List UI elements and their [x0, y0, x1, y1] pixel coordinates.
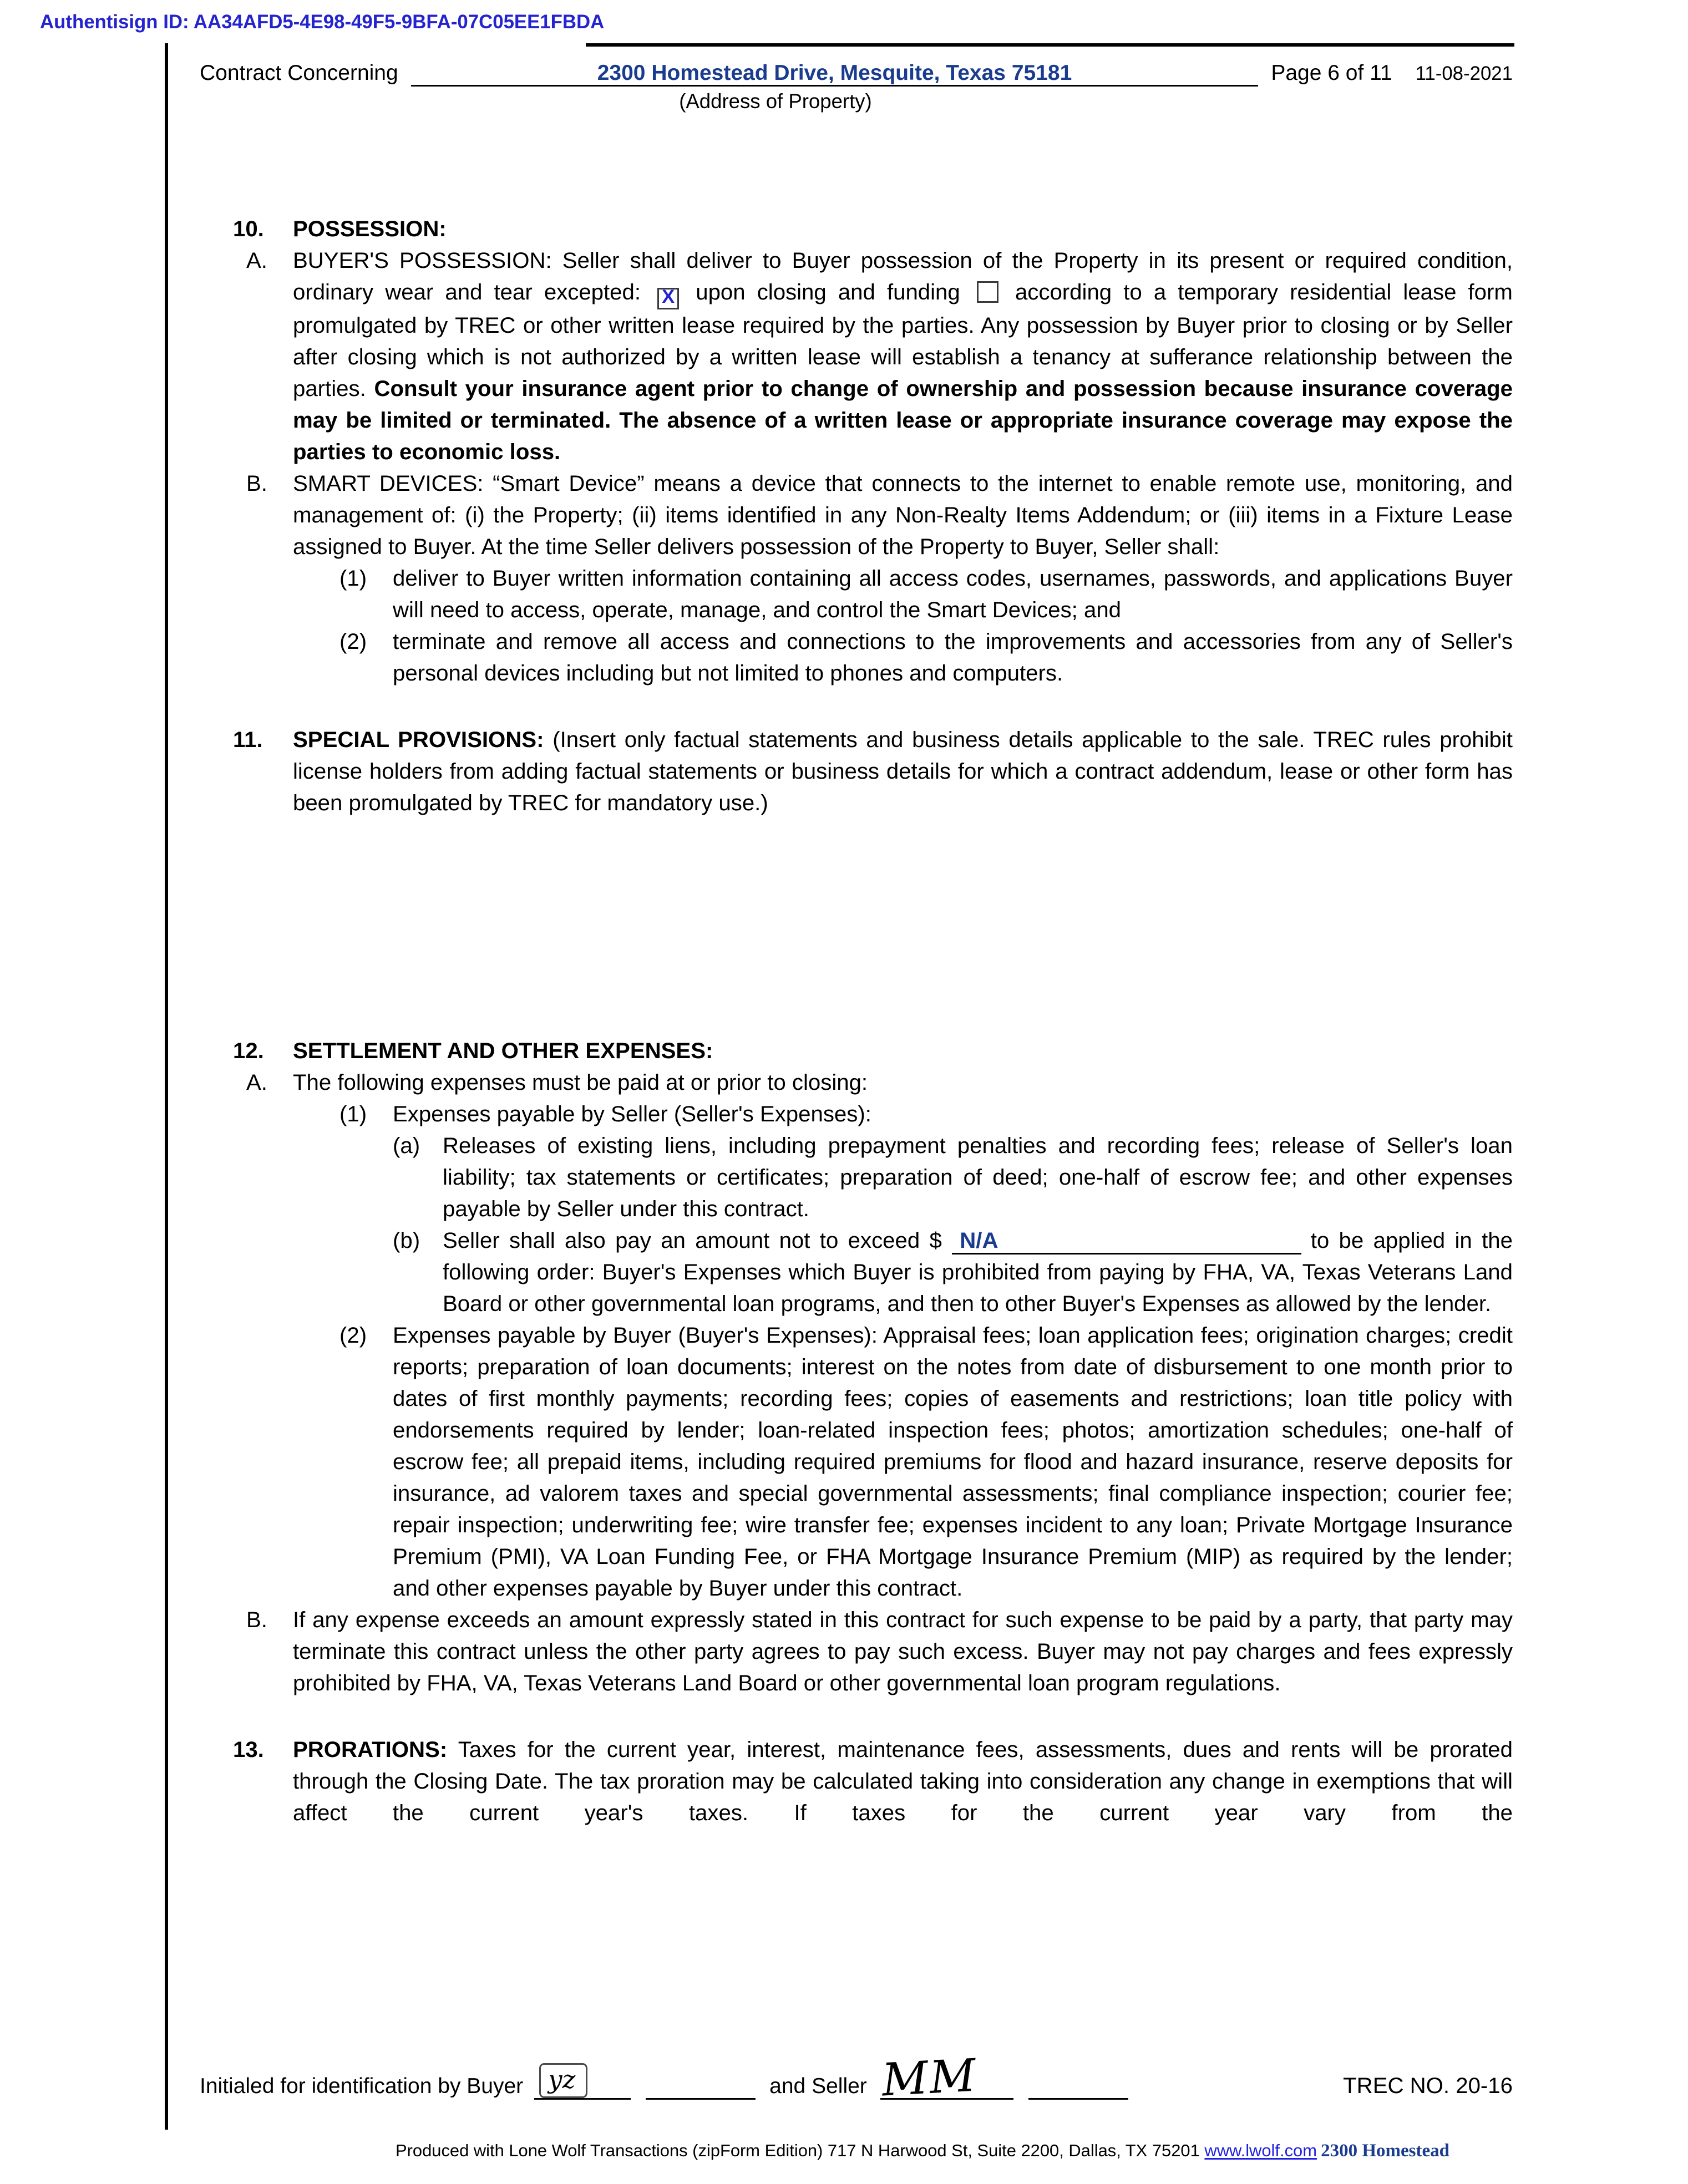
section-10b-item-1-marker: (1) [339, 566, 367, 591]
checkbox-upon-closing-and-funding[interactable]: X [657, 288, 679, 309]
section-13-title: PRORATIONS: [293, 1737, 448, 1762]
section-12a1-marker: (1) [339, 1101, 367, 1126]
section-11-text: (Insert only factual statements and business details applicable to the sale. TREC rules prohibit license holders from adding factual statements or business details for which a contract addendum, lease or other form has been promulgated by TREC for mandatory use.) [293, 727, 1513, 815]
section-10b-text: SMART DEVICES: “Smart Device” means a device that connects to the internet to enable remote use, monitoring, and management of: (i) the Property; (ii) items identified in any Non-Realty Items Addendum; or (iii) items in a Fixture Lease assigned to Buyer. At the time Seller delivers possession of the Property to Buyer, Seller shall: [293, 471, 1513, 559]
lwolf-link[interactable]: www.lwolf.com [1204, 2143, 1317, 2161]
section-12a1a-marker: (a) [393, 1133, 420, 1158]
section-10a-text-1: BUYER'S POSSESSION: Seller shall deliver to Buyer possession of the Property in its present or required condition, ordinary wear and tear excepted: [293, 248, 1513, 304]
and-seller-label: and Seller [769, 2073, 867, 2098]
section-10-heading [200, 213, 1513, 245]
special-provisions-blank-area[interactable] [200, 819, 1513, 1035]
section-11-number: 11. [233, 727, 263, 752]
seller-pay-amount-value: N/A [960, 1228, 998, 1253]
checkbox-temporary-lease[interactable] [977, 281, 998, 303]
buyer-initial-line-2[interactable] [646, 2098, 756, 2100]
section-13-number: 13. [233, 1737, 264, 1762]
section-12b-text: If any expense exceeds an amount expressly stated in this contract for such expense to be paid by a party, that party may terminate this contract unless the other party agrees to pay such excess. Buyer may not pay charges and fees expressly prohibited by FHA, VA, Texas Veterans Land Board or other governmental loan program regulations. [293, 1607, 1513, 1695]
seller-initial-line-2[interactable] [1028, 2098, 1128, 2100]
section-12a1-text: Expenses payable by Seller (Seller's Expenses): [393, 1101, 871, 1126]
header-date: 11-08-2021 [1415, 62, 1513, 84]
initialed-label: Initialed for identification by Buyer [200, 2073, 524, 2098]
section-12a2-text: Expenses payable by Buyer (Buyer's Expenses): Appraisal fees; loan application fees; origination charges; credit reports; preparation of loan documents; interest on the notes from date of disbursement to one month prior to dates of first monthly payments; recording fees; copies of easements and restrictions; loan title policy with endorsements required by lender; loan-related inspection fees; photos; amortization schedules; one-half of escrow fee; all prepaid items, including required premiums for flood and hazard insurance, reserve deposits for insurance, ad valorem taxes and special governmental assessments; final compliance inspection; courier fee; repair inspection; underwriting fee; wire transfer fee; expenses incident to any loan; Private Mortgage Insurance Premium (PMI), VA Loan Funding Fee, or FHA Mortgage Insurance Premium (MIP) as required by the lender; and other expenses payable by Buyer under this contract. [393, 1323, 1513, 1601]
section-12a1b-text-2: to be applied in the following order: Buyer's Expenses which Buyer is prohibited from paying by FHA, VA, Texas Veterans Land Board or other governmental loan programs, and then to other Buyer's Expenses as allowed by the lender. [443, 1228, 1513, 1316]
section-11-title: SPECIAL PROVISIONS: [293, 727, 544, 752]
section-10-number: 10. [233, 216, 264, 241]
section-12a-marker: A. [246, 1070, 267, 1095]
footer-initials [200, 2050, 1513, 2107]
footer-produced [200, 2143, 1513, 2161]
section-12a1b-text-1: Seller shall also pay an amount not to exceed $ [443, 1228, 942, 1253]
section-10b-marker: B. [246, 471, 267, 496]
page-number: Page 6 of 11 [1271, 60, 1392, 85]
buyer-initial-line-1[interactable] [535, 2065, 631, 2100]
section-13-paragraph [200, 1734, 1513, 1829]
section-10b-item-2 [200, 626, 1513, 689]
section-12-heading [200, 1035, 1513, 1066]
section-10-title: POSSESSION: [293, 216, 447, 241]
property-address-field[interactable] [412, 60, 1258, 87]
section-10a-paragraph [200, 245, 1513, 468]
section-12a1-intro [200, 1098, 1513, 1130]
page-border-left [165, 43, 168, 2130]
seller-initial-line-1[interactable] [880, 2050, 1013, 2107]
produced-by-text: Produced with Lone Wolf Transactions (zipForm Edition) 717 N Harwood St, Suite 2200, Dallas, TX 75201 [396, 2143, 1200, 2161]
section-12a1a-paragraph [200, 1130, 1513, 1225]
address-caption: (Address of Property) [679, 90, 872, 113]
document-name: 2300 Homestead [1321, 2141, 1449, 2161]
section-10a-text-2: upon closing and funding [696, 280, 960, 304]
page-header [200, 60, 1513, 113]
section-12a1b-paragraph [200, 1225, 1513, 1319]
trec-form-number: TREC NO. 20-16 [1343, 2073, 1513, 2098]
section-12a1b-marker: (b) [393, 1228, 420, 1253]
section-12-number: 12. [233, 1038, 264, 1063]
property-address-value: 2300 Homestead Drive, Mesquite, Texas 75181 [597, 60, 1072, 85]
buyer-initials-signature[interactable]: yz [540, 2063, 587, 2098]
section-10b-item-2-marker: (2) [339, 629, 367, 654]
page-border-top [586, 43, 1514, 46]
section-12a-text: The following expenses must be paid at or prior to closing: [293, 1070, 868, 1095]
section-12a2-marker: (2) [339, 1323, 367, 1348]
spacer [200, 1699, 1513, 1734]
section-12a-intro [200, 1066, 1513, 1098]
section-10b-item-1 [200, 562, 1513, 626]
section-12-title: SETTLEMENT AND OTHER EXPENSES: [293, 1038, 713, 1063]
section-12a1a-text: Releases of existing liens, including prepayment penalties and recording fees; release of Seller's loan liability; tax statements or certificates; preparation of deed; one-half of escrow fee; and other expenses payable by Seller under this contract. [443, 1133, 1513, 1221]
section-10b-paragraph [200, 468, 1513, 562]
spacer [200, 689, 1513, 724]
section-10a-marker: A. [246, 248, 267, 273]
contract-body [200, 213, 1513, 1829]
section-12b-marker: B. [246, 1607, 267, 1632]
seller-initials-signature[interactable]: MM [880, 2050, 979, 2107]
section-13-text: Taxes for the current year, interest, maintenance fees, assessments, dues and rents will be prorated through the Closing Date. The tax proration may be calculated taking into consideration any change in exemptions that will affect the current year's taxes. If taxes for the current year vary from the [293, 1737, 1513, 1825]
seller-pay-amount-field[interactable] [951, 1230, 1301, 1254]
section-10a-insurance-notice: Consult your insurance agent prior to change of ownership and possession because insurance coverage may be limited or terminated. The absence of a written lease or appropriate insurance coverage may expose the parties to economic loss. [293, 376, 1513, 464]
contract-concerning-label: Contract Concerning [200, 60, 398, 85]
authentisign-id: Authentisign ID: AA34AFD5-4E98-49F5-9BFA-07C05EE1FBDA [40, 12, 605, 33]
section-12a2-paragraph [200, 1319, 1513, 1604]
section-10a-text-3: according to a temporary residential lease form promulgated by TREC or other written lease required by the parties. Any possession by Buyer prior to closing or by Seller after closing which is not authorized by a written lease will establish a tenancy at sufferance relationship between the parties. [293, 280, 1513, 401]
section-10b-item-1-text: deliver to Buyer written information containing all access codes, usernames, passwords, and applications Buyer will need to access, operate, manage, and control the Smart Devices; and [393, 566, 1513, 622]
section-10b-item-2-text: terminate and remove all access and connections to the improvements and accessories from any of Seller's personal devices including but not limited to phones and computers. [393, 629, 1513, 685]
section-11-paragraph [200, 724, 1513, 819]
section-12b-paragraph [200, 1604, 1513, 1699]
